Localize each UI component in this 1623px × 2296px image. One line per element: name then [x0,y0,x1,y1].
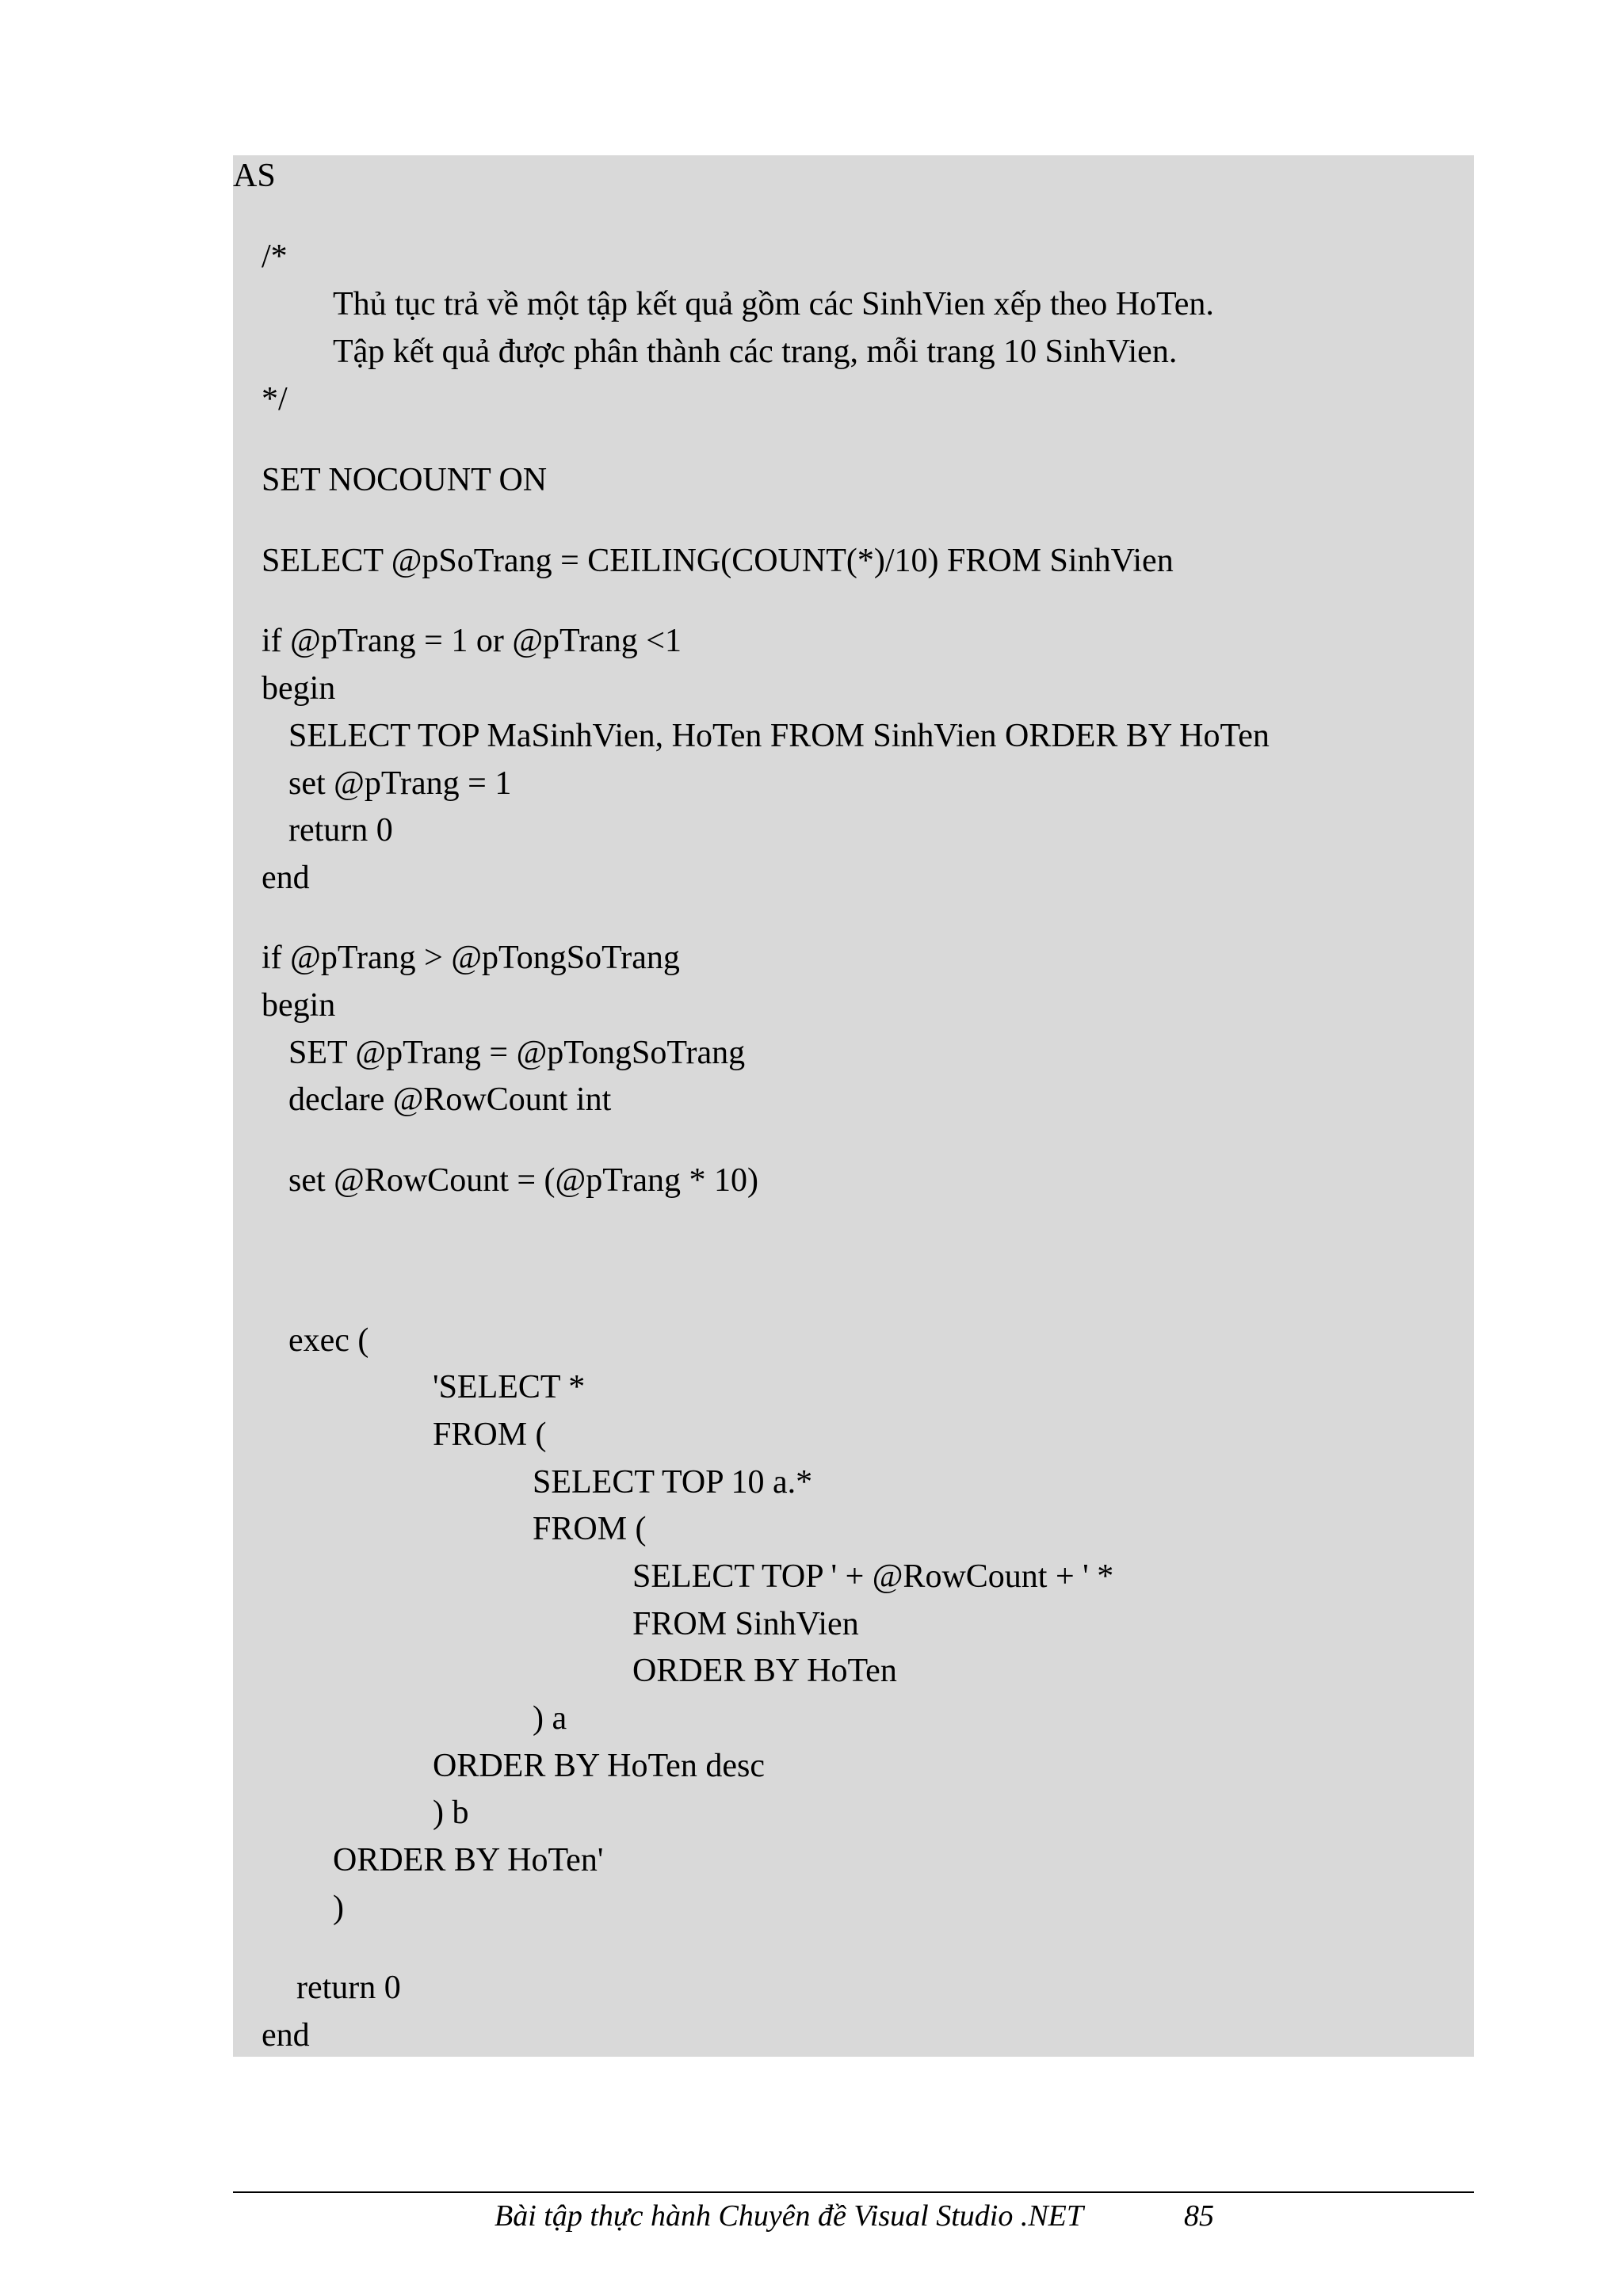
code-line: set @RowCount = (@pTrang * 10) [288,1162,759,1199]
code-line: FROM ( [433,1417,547,1453]
code-line: ORDER BY HoTen desc [433,1748,765,1784]
code-line: declare @RowCount int [288,1081,612,1118]
code-line: Thủ tục trả về một tập kết quả gồm các SinhVien xếp theo HoTen. [333,286,1214,322]
code-line: SELECT @pSoTrang = CEILING(COUNT(*)/10) FROM SinhVien [262,543,1174,579]
code-line: AS [233,158,276,194]
code-line: ) a [533,1700,567,1737]
code-line: SELECT TOP MaSinhVien, HoTen FROM SinhVien ORDER BY HoTen [288,718,1270,754]
code-line: ORDER BY HoTen [632,1653,897,1689]
code-line: begin [262,987,336,1024]
code-line: ) b [433,1794,469,1831]
footer-divider [233,2191,1474,2193]
code-line: set @pTrang = 1 [288,765,512,802]
code-line: SELECT TOP 10 a.* [533,1464,813,1501]
code-line: Tập kết quả được phân thành các trang, mỗi trang 10 SinhVien. [333,334,1178,370]
code-line: ORDER BY HoTen' [333,1842,604,1878]
footer-title: Bài tập thực hành Chuyên đề Visual Studio .NET [495,2199,1084,2233]
code-line: exec ( [288,1322,369,1359]
code-line: end [262,2017,310,2054]
code-line: SET NOCOUNT ON [262,462,548,498]
code-line: 'SELECT * [433,1369,586,1405]
code-line: return 0 [296,1970,401,2006]
code-line: ) [333,1890,344,1926]
code-line: return 0 [288,812,393,849]
code-line: SELECT TOP ' + @RowCount + ' * [632,1558,1114,1595]
code-line: if @pTrang = 1 or @pTrang <1 [262,623,682,659]
code-line: FROM SinhVien [632,1606,859,1642]
code-line: if @pTrang > @pTongSoTrang [262,940,680,976]
code-line: FROM ( [533,1511,647,1547]
code-line: /* [262,238,288,275]
page-number: 85 [1184,2199,1214,2233]
code-line: begin [262,670,336,707]
code-line: end [262,860,310,896]
code-line: */ [262,381,288,418]
code-line: SET @pTrang = @pTongSoTrang [288,1035,746,1071]
